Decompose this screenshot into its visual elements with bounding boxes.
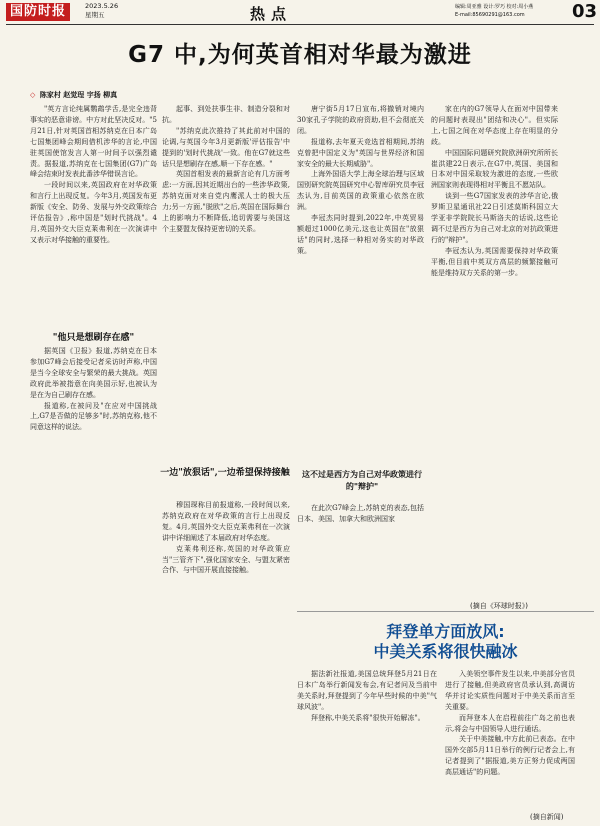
paragraph: 李冠杰认为,英国需要保持对华政策平衡,但目前中英双方高层的频繁接触可能是维持双方关系的第一步。 bbox=[431, 246, 558, 277]
paragraph: 中国国际问题研究院欧洲研究所所长崔洪建22日表示,在G7中,英国、美国和日本对中国采取较为激进的态度,一些欧洲国家则表现得相对平衡且不愿站队。 bbox=[431, 148, 558, 190]
article2-column-2 bbox=[445, 669, 575, 809]
article-column-2b bbox=[162, 500, 290, 821]
paragraph: 据英国《卫报》报道,苏纳克在日本参加G7峰会后接受记者采访时声称,中国是当今全球安全与繁荣的最大挑战。英国政府此举被指意在向美国示好,也被认为是在为自己刷存在感。 bbox=[30, 347, 157, 399]
email-line: E-mail:85690291@163.com bbox=[455, 12, 525, 18]
paragraph: 据法新社报道,美国总统拜登5月21日在日本广岛举行新闻发布会,有记者问及当前中美关系时,拜登提到了今年早些时候的中美"气球风波"。 bbox=[297, 670, 437, 711]
secondary-headline-line-1: 拜登单方面放风: bbox=[386, 622, 505, 641]
issue-date-block bbox=[85, 2, 118, 20]
paragraph: "英方言论纯属鹦鹉学舌,是完全违背事实的恶意诽谤。中方对此坚决反对。"5月21日,针对英国首相苏纳克在日本广岛七国集团峰会期间借机涉华的言论,中国驻英国使馆发言人第一时间予以强烈谴责。据报道,苏纳克在七国集团(G7)广岛峰会结束时发表此番涉华错误言论。 bbox=[30, 105, 157, 179]
article-column-3b bbox=[297, 503, 424, 603]
byline-marker-icon: ◇ bbox=[30, 91, 36, 99]
paragraph: 家在内的G7领导人在面对中国带来的问题时表现出"团结和决心"。但实际上,七国之间在对华态度上存在明显的分歧。 bbox=[431, 105, 558, 146]
header-divider bbox=[6, 24, 594, 25]
article2-column-1 bbox=[297, 669, 437, 821]
paragraph: 上海外国语大学上海全球治理与区域国别研究院英国研究中心智库研究员李冠杰认为,目前英国的政策重心依然在欧洲。 bbox=[297, 170, 424, 212]
newspaper-logo: 国防时报 bbox=[6, 3, 70, 21]
article-column-1 bbox=[30, 104, 157, 326]
article-column-3 bbox=[297, 104, 424, 462]
paragraph: 而拜登本人在启程前往广岛之前也表示,将会与中国领导人进行通话。 bbox=[445, 713, 575, 733]
paragraph: 在此次G7峰会上,苏纳克的表态,包括日本、美国、加拿大和欧洲国家 bbox=[297, 504, 424, 523]
paragraph: 英国首相发表的最新言论有几方面考虑:一方面,因其近期出台的一些涉华政策,苏纳克面对来自党内鹰派人士的极大压力;另一方面,"脱欧"之后,英国在国际舞台上的影响力不断降低,追切需要与美国这个主要盟友保持更密切的关系。 bbox=[162, 170, 290, 233]
article-column-2 bbox=[162, 104, 290, 462]
subheading-2: 一边"放狠话",一边希望保持接触 bbox=[160, 468, 290, 478]
article-column-1b bbox=[30, 346, 157, 821]
paragraph: "苏纳克此次推持了其此前对中国的论调,与英国今年3月更新版'评估报告'中提到的'划时代挑战'一致。他在G7就这些话只是想刷存在感,顺一下存在感。" bbox=[162, 126, 290, 168]
article-column-4 bbox=[431, 104, 558, 598]
paragraph: 一段时间以来,英国政府在对华政策和言行上出现反复。今年3月,英国发布更新版《安全、防务、发展与外交政策综合评估报告》,称中国是"划时代挑战"。4月,英国外交大臣克莱弗利在一次演讲中又表示对华接触的重要性。 bbox=[30, 181, 157, 244]
article2-source-text: (摘自新闻) bbox=[530, 813, 564, 821]
paragraph: 起事、到处扶事生非、制造分裂和对抗。 bbox=[162, 105, 290, 124]
article-divider bbox=[297, 611, 594, 612]
paragraph: 报道称,在被问及"在应对中国挑战上,G7是否做的足够多"时,苏纳克称,他不同意这样的说法。 bbox=[30, 401, 157, 432]
article-source: (摘自《环球时报》) bbox=[470, 602, 528, 610]
editors-line: 编辑:周亚雅 设计:罗巧 校对:周小燕 bbox=[455, 4, 534, 10]
byline bbox=[30, 90, 117, 100]
subheading-1: "他只是想刷存在感" bbox=[52, 333, 135, 343]
paragraph: 李冠杰同时提到,2022年,中英贸易额超过1000亿美元,这也让英国在"放狠话"的同时,选择一种相对务实的对华政策。 bbox=[297, 214, 424, 255]
article2-source bbox=[530, 812, 590, 823]
page-header bbox=[0, 0, 600, 26]
paragraph: 报道称,去年夏天竞选首相期间,苏纳克曾把中国定义为"英国与世界经济和国家安全的最大长期威胁"。 bbox=[297, 137, 424, 168]
paragraph: 拜登称,中美关系将"很快开始解冻"。 bbox=[311, 713, 425, 722]
byline-authors: 陈家村 赵觉珵 宇扬 柳真 bbox=[39, 91, 118, 99]
paragraph: 唐宁街5月17日宣布,将撤销对境内30家孔子学院的政府资助,但不会彻底关闭。 bbox=[297, 105, 424, 135]
paragraph: 克莱弗利还称,英国的对华政策应当"三管齐下",强化国家安全、与盟友紧密合作、与中国开展直接接触。 bbox=[162, 544, 290, 575]
paragraph: 穆国琛称目前报道称,一段时间以来,苏纳克政府在对华政策的言行上出现反复。4月,英国外交大臣克莱弗利在一次演讲中详细阐述了本届政府对华态度。 bbox=[162, 501, 290, 542]
issue-date: 2023.5.26 bbox=[85, 2, 119, 10]
paragraph: 入美领空事件发生以来,中美部分官员进行了接触,但美政府官员承认到,高调访华并讨论实质性问题对于中美关系而言至关重要。 bbox=[445, 670, 575, 711]
section-title: 热点 bbox=[250, 5, 293, 23]
main-headline: G7 中,为何英首相对华最为激进 bbox=[128, 42, 472, 68]
page-number: 03 bbox=[572, 1, 598, 22]
secondary-headline-line-2: 中美关系将很快融冰 bbox=[373, 642, 518, 661]
editor-credits bbox=[455, 3, 533, 19]
paragraph: 关于中美接触,中方此前已表态。在中国外交部5月11日举行的例行记者会上,有记者提到了"据报道,美方正努力促成两国高层通话"的问题。 bbox=[445, 735, 575, 777]
paragraph: 谈到一些G7国家发表的涉华言论,俄罗斯卫星通讯社22日引述莫斯科国立大学亚非学院院长马斯洛夫的话说,这些论调不过是西方为自己对北京的对抗政策进行的"辩护"。 bbox=[431, 192, 558, 244]
secondary-headline bbox=[297, 622, 594, 662]
issue-weekday: 星期五 bbox=[85, 11, 105, 19]
subheading-3: 这不过是西方为自己对华政策进行的"辩护" bbox=[302, 469, 422, 491]
